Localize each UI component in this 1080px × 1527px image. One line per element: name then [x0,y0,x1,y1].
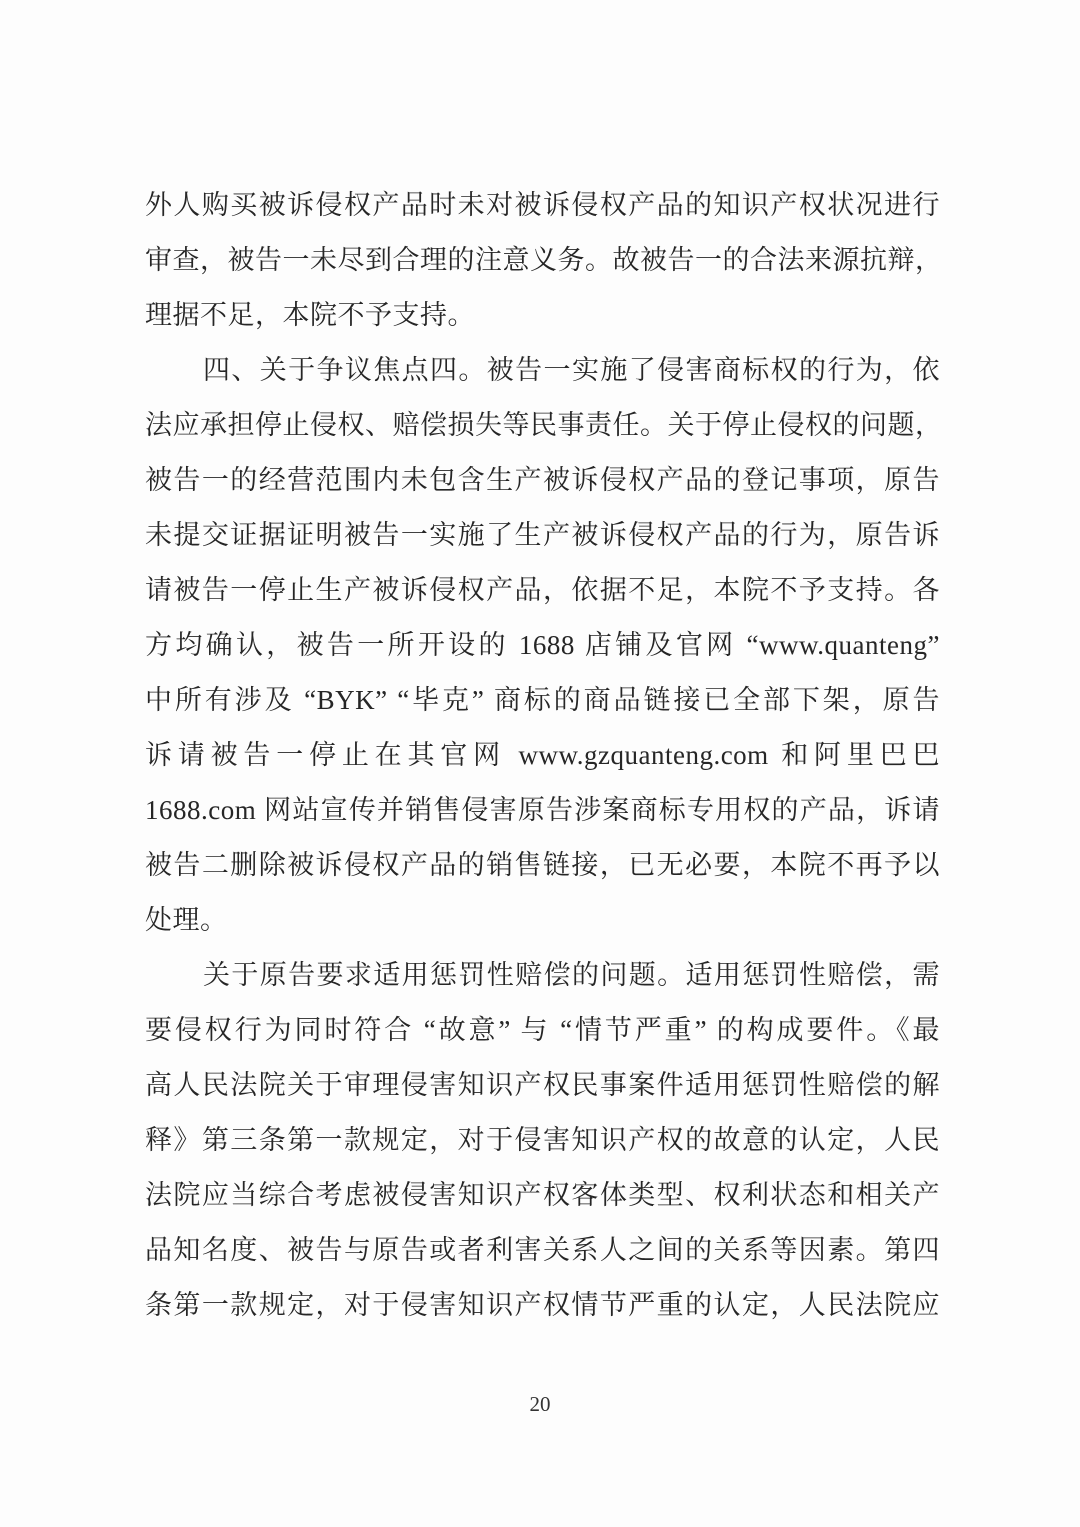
page-number: 20 [529,1392,551,1416]
text-line: 请被告一停止生产被诉侵权产品，依据不足，本院不予支持。各 [145,575,940,605]
text-line: 未提交证据证明被告一实施了生产被诉侵权产品的行为，原告诉 [145,520,940,550]
text-line: 关于原告要求适用惩罚性赔偿的问题。适用惩罚性赔偿，需 [203,960,940,990]
text-line: 方均确认，被告一所开设的 1688 店铺及官网 “www.quanteng” [145,630,940,660]
text-line: 1688.com 网站宣传并销售侵害原告涉案商标专用权的产品，诉请 [145,795,940,825]
text-line: 被告二删除被诉侵权产品的销售链接，已无必要，本院不再予以 [145,850,940,880]
text-line: 条第一款规定，对于侵害知识产权情节严重的认定，人民法院应 [145,1290,940,1320]
text-line: 被告一的经营范围内未包含生产被诉侵权产品的登记事项，原告 [145,465,940,495]
text-line: 高人民法院关于审理侵害知识产权民事案件适用惩罚性赔偿的解 [145,1070,940,1100]
text-line: 外人购买被诉侵权产品时未对被诉侵权产品的知识产权状况进行 [145,190,940,220]
text-line: 释》第三条第一款规定，对于侵害知识产权的故意的认定，人民 [145,1125,940,1155]
text-line: 法院应当综合考虑被侵害知识产权客体类型、权利状态和相关产 [145,1180,940,1210]
text-line: 法应承担停止侵权、赔偿损失等民事责任。关于停止侵权的问题， [145,410,943,440]
body-text [145,178,943,1333]
text-line: 中所有涉及 “BYK” “毕克” 商标的商品链接已全部下架，原告 [145,685,940,715]
text-line: 要侵权行为同时符合 “故意” 与 “情节严重” 的构成要件。《最 [145,1015,940,1045]
text-line: 品知名度、被告与原告或者利害关系人之间的关系等因素。第四 [145,1235,940,1265]
text-line: 审查，被告一未尽到合理的注意义务。故被告一的合法来源抗辩， [145,245,943,275]
text-line: 四、关于争议焦点四。被告一实施了侵害商标权的行为，依 [203,355,940,385]
text-line: 处理。 [145,905,228,935]
text-line: 理据不足，本院不予支持。 [145,300,475,330]
text-line: 诉请被告一停止在其官网 www.gzquanteng.com 和阿里巴巴 [145,740,940,770]
